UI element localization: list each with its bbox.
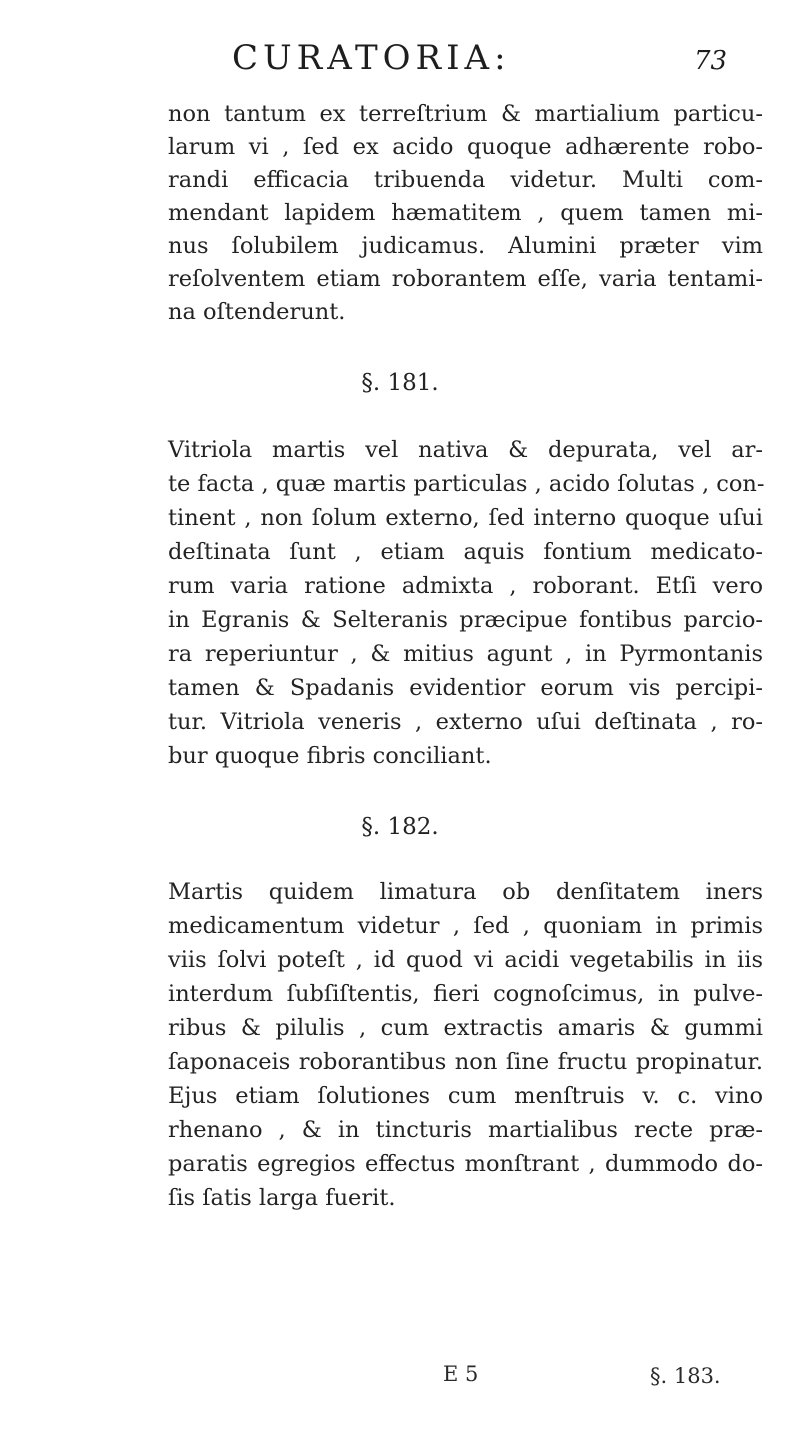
text-line: nus ſolubilem judicamus. Alumini præter vim [168, 233, 763, 259]
signature-mark: E 5 [443, 1362, 479, 1386]
text-line: in Egranis & Selteranis præcipue fontibus parcio- [168, 607, 763, 633]
catchword: §. 183. [650, 1364, 721, 1388]
text-line: te facta , quæ martis particulas , acido ſolutas , con- [168, 471, 765, 497]
text-line: non tantum ex terreſtrium & martialium particu- [168, 101, 763, 127]
text-line: rum varia ratione admixta , roborant. Etſi vero [168, 573, 763, 599]
text-line: ſis ſatis larga fuerit. [168, 1185, 396, 1211]
text-line: Ejus etiam ſolutiones cum menſtruis v. c. vino [168, 1083, 763, 1109]
text-line: Vitriola martis vel nativa & depurata, vel ar- [168, 437, 763, 463]
text-line: rhenano , & in tincturis martialibus recte præ- [168, 1117, 763, 1143]
text-line: viis ſolvi poteſt , id quod vi acidi vegetabilis in iis [168, 947, 763, 973]
text-line: mendant lapidem hæmatitem , quem tamen mi- [168, 200, 763, 226]
text-line: bur quoque fibris conciliant. [168, 743, 492, 769]
running-head [0, 38, 800, 88]
page-footer [0, 1362, 800, 1402]
running-title: CURATORIA: [232, 38, 511, 78]
page-number: 73 [694, 46, 728, 76]
text-line: paratis egregios effectus monſtrant , dummodo do- [168, 1151, 763, 1177]
text-line: tamen & Spadanis evidentior eorum vis percipi- [168, 675, 763, 701]
text-line: tur. Vitriola veneris , externo uſui deſtinata , ro- [168, 709, 763, 735]
section-heading-181: §. 181. [361, 370, 439, 396]
text-line: Martis quidem limatura ob denſitatem iners [168, 879, 763, 905]
section-heading-182: §. 182. [361, 814, 439, 840]
text-line: ribus & pilulis , cum extractis amaris & gummi [168, 1015, 763, 1041]
text-line: ra reperiuntur , & mitius agunt , in Pyrmontanis [168, 641, 763, 667]
text-line: reſolventem etiam roborantem eſſe, varia tentami- [168, 266, 763, 292]
text-line: na oſtenderunt. [168, 299, 346, 325]
text-line: ſaponaceis roborantibus non ſine fructu propinatur. [168, 1049, 763, 1075]
text-line: medicamentum videtur , ſed , quoniam in primis [168, 913, 763, 939]
text-line: randi efficacia tribuenda videtur. Multi com- [168, 167, 763, 193]
text-line: interdum ſubſiſtentis, fieri cognoſcimus, in pulve- [168, 981, 763, 1007]
text-line: larum vi , ſed ex acido quoque adhærente robo- [168, 134, 763, 160]
text-line: tinent , non ſolum externo, ſed interno quoque uſui [168, 505, 763, 531]
text-line: deſtinata ſunt , etiam aquis fontium medicato- [168, 539, 763, 565]
